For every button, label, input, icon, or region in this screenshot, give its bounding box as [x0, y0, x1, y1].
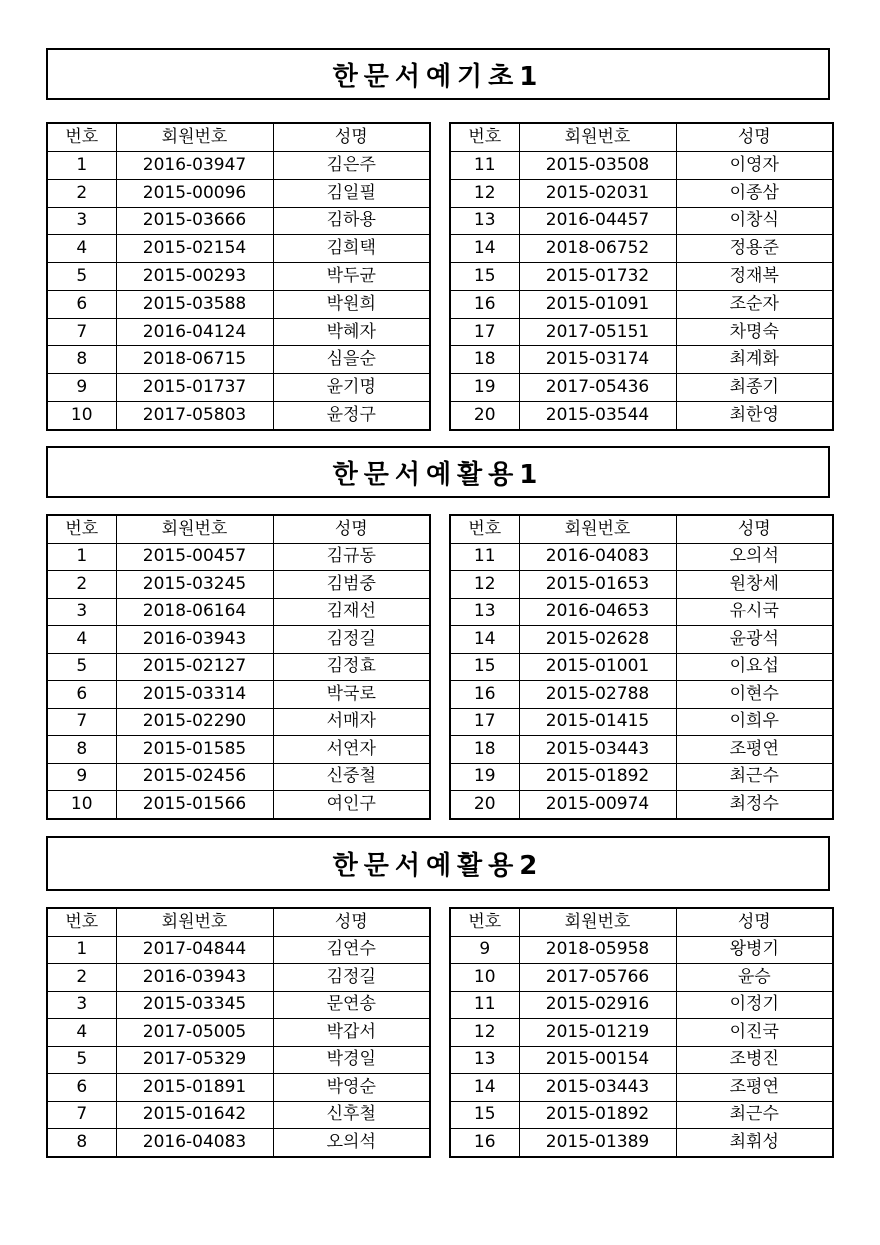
cell-name: 최한영	[676, 401, 833, 430]
cell-name: 신중철	[273, 763, 430, 790]
header-no: 번호	[47, 515, 116, 543]
cell-member-id: 2017-05803	[116, 401, 273, 430]
cell-no: 12	[450, 179, 519, 207]
cell-no: 14	[450, 626, 519, 653]
cell-name: 여인구	[273, 791, 430, 819]
table-row	[450, 235, 833, 263]
cell-no: 16	[450, 681, 519, 708]
cell-no: 15	[450, 263, 519, 291]
cell-no: 9	[450, 936, 519, 963]
cell-member-id: 2015-01653	[519, 571, 676, 598]
cell-name: 최휘성	[676, 1129, 833, 1157]
header-name: 성명	[273, 515, 430, 543]
cell-name: 박국로	[273, 681, 430, 708]
cell-no: 16	[450, 290, 519, 318]
cell-member-id: 2017-05766	[519, 964, 676, 991]
cell-no: 5	[47, 653, 116, 680]
table-row	[47, 681, 430, 708]
cell-member-id: 2015-02916	[519, 991, 676, 1018]
cell-no: 15	[450, 1101, 519, 1128]
table-row	[47, 263, 430, 291]
cell-name: 김정길	[273, 626, 430, 653]
cell-member-id: 2016-04457	[519, 207, 676, 235]
cell-name: 김연수	[273, 936, 430, 963]
table-row	[450, 598, 833, 625]
table-row	[450, 1019, 833, 1046]
cell-member-id: 2017-04844	[116, 936, 273, 963]
cell-no: 19	[450, 763, 519, 790]
cell-no: 13	[450, 1046, 519, 1073]
cell-member-id: 2015-01001	[519, 653, 676, 680]
cell-name: 정용준	[676, 235, 833, 263]
roster-table-right	[449, 122, 834, 431]
cell-no: 4	[47, 626, 116, 653]
table-row	[47, 179, 430, 207]
table-row	[47, 598, 430, 625]
header-member-id: 회원번호	[116, 123, 273, 152]
cell-no: 13	[450, 207, 519, 235]
table-row	[47, 318, 430, 346]
table-row	[47, 763, 430, 790]
cell-name: 김규동	[273, 543, 430, 570]
table-row	[47, 374, 430, 402]
cell-member-id: 2015-01585	[116, 736, 273, 763]
header-member-id: 회원번호	[519, 123, 676, 152]
cell-no: 2	[47, 179, 116, 207]
table-row	[47, 964, 430, 991]
cell-no: 7	[47, 708, 116, 735]
cell-no: 15	[450, 653, 519, 680]
cell-no: 3	[47, 207, 116, 235]
table-row	[450, 991, 833, 1018]
cell-member-id: 2015-00293	[116, 263, 273, 291]
cell-name: 차명숙	[676, 318, 833, 346]
cell-name: 박원희	[273, 290, 430, 318]
cell-no: 14	[450, 1074, 519, 1101]
cell-name: 최계화	[676, 346, 833, 374]
cell-no: 16	[450, 1129, 519, 1157]
cell-member-id: 2015-01219	[519, 1019, 676, 1046]
cell-member-id: 2015-00154	[519, 1046, 676, 1073]
cell-member-id: 2016-04083	[519, 543, 676, 570]
cell-no: 14	[450, 235, 519, 263]
cell-no: 19	[450, 374, 519, 402]
cell-no: 18	[450, 736, 519, 763]
roster-table-left	[46, 907, 431, 1158]
table-row	[450, 263, 833, 291]
cell-name: 이영자	[676, 152, 833, 180]
cell-no: 11	[450, 152, 519, 180]
cell-name: 박갑서	[273, 1019, 430, 1046]
cell-member-id: 2015-01389	[519, 1129, 676, 1157]
header-member-id: 회원번호	[519, 908, 676, 936]
cell-name: 이종삼	[676, 179, 833, 207]
cell-no: 17	[450, 318, 519, 346]
cell-no: 8	[47, 346, 116, 374]
table-row	[450, 1129, 833, 1157]
cell-member-id: 2015-01892	[519, 1101, 676, 1128]
roster-table-left	[46, 122, 431, 431]
cell-name: 조순자	[676, 290, 833, 318]
cell-no: 7	[47, 318, 116, 346]
table-row	[450, 964, 833, 991]
cell-name: 김재선	[273, 598, 430, 625]
cell-member-id: 2015-03588	[116, 290, 273, 318]
table-row	[47, 543, 430, 570]
table-row	[450, 653, 833, 680]
header-member-id: 회원번호	[116, 515, 273, 543]
cell-member-id: 2015-02154	[116, 235, 273, 263]
cell-member-id: 2016-04124	[116, 318, 273, 346]
cell-name: 문연송	[273, 991, 430, 1018]
table-row	[47, 653, 430, 680]
table-row	[47, 1019, 430, 1046]
cell-name: 신후철	[273, 1101, 430, 1128]
table-row	[47, 571, 430, 598]
cell-member-id: 2015-03174	[519, 346, 676, 374]
cell-no: 6	[47, 1074, 116, 1101]
cell-member-id: 2015-03666	[116, 207, 273, 235]
cell-member-id: 2015-01732	[519, 263, 676, 291]
cell-name: 윤승	[676, 964, 833, 991]
cell-no: 1	[47, 543, 116, 570]
cell-name: 박경일	[273, 1046, 430, 1073]
cell-member-id: 2015-03508	[519, 152, 676, 180]
roster-table-right	[449, 907, 834, 1158]
cell-member-id: 2016-03943	[116, 964, 273, 991]
cell-no: 1	[47, 936, 116, 963]
table-header-row	[450, 123, 833, 152]
section-title: 한문서예기초1	[46, 48, 830, 100]
cell-no: 20	[450, 401, 519, 430]
header-no: 번호	[450, 908, 519, 936]
cell-no: 17	[450, 708, 519, 735]
cell-member-id: 2018-06752	[519, 235, 676, 263]
cell-member-id: 2015-01892	[519, 763, 676, 790]
cell-name: 왕병기	[676, 936, 833, 963]
table-row	[450, 936, 833, 963]
cell-member-id: 2015-01566	[116, 791, 273, 819]
cell-name: 김희택	[273, 235, 430, 263]
cell-no: 3	[47, 991, 116, 1018]
cell-member-id: 2017-05329	[116, 1046, 273, 1073]
cell-member-id: 2018-06164	[116, 598, 273, 625]
section-title: 한문서예활용2	[46, 836, 830, 891]
cell-no: 2	[47, 571, 116, 598]
table-row	[47, 235, 430, 263]
table-row	[450, 681, 833, 708]
cell-name: 윤정구	[273, 401, 430, 430]
cell-name: 최정수	[676, 791, 833, 819]
cell-name: 이정기	[676, 991, 833, 1018]
cell-name: 최종기	[676, 374, 833, 402]
roster-table-left	[46, 514, 431, 820]
table-header-row	[450, 908, 833, 936]
header-name: 성명	[676, 515, 833, 543]
cell-no: 5	[47, 263, 116, 291]
cell-no: 10	[450, 964, 519, 991]
cell-name: 김정길	[273, 964, 430, 991]
header-name: 성명	[273, 908, 430, 936]
cell-member-id: 2018-06715	[116, 346, 273, 374]
table-row	[450, 736, 833, 763]
header-member-id: 회원번호	[116, 908, 273, 936]
cell-name: 조평연	[676, 1074, 833, 1101]
table-row	[450, 543, 833, 570]
table-header-row	[47, 908, 430, 936]
table-row	[47, 991, 430, 1018]
cell-name: 이진국	[676, 1019, 833, 1046]
table-row	[450, 179, 833, 207]
cell-name: 조평연	[676, 736, 833, 763]
cell-no: 4	[47, 235, 116, 263]
header-no: 번호	[450, 123, 519, 152]
cell-no: 11	[450, 543, 519, 570]
cell-name: 윤기명	[273, 374, 430, 402]
table-row	[47, 207, 430, 235]
cell-no: 12	[450, 571, 519, 598]
cell-member-id: 2015-03345	[116, 991, 273, 1018]
header-name: 성명	[273, 123, 430, 152]
table-row	[47, 346, 430, 374]
table-row	[47, 290, 430, 318]
cell-member-id: 2015-02628	[519, 626, 676, 653]
cell-no: 11	[450, 991, 519, 1018]
cell-member-id: 2015-03443	[519, 736, 676, 763]
cell-name: 박영순	[273, 1074, 430, 1101]
cell-name: 최근수	[676, 763, 833, 790]
table-row	[47, 708, 430, 735]
cell-no: 7	[47, 1101, 116, 1128]
cell-member-id: 2016-03943	[116, 626, 273, 653]
cell-name: 김정효	[273, 653, 430, 680]
cell-member-id: 2015-00096	[116, 179, 273, 207]
table-row	[450, 763, 833, 790]
cell-member-id: 2016-04653	[519, 598, 676, 625]
header-no: 번호	[47, 123, 116, 152]
cell-member-id: 2015-01642	[116, 1101, 273, 1128]
cell-no: 10	[47, 401, 116, 430]
table-row	[47, 401, 430, 430]
table-row	[450, 207, 833, 235]
cell-no: 12	[450, 1019, 519, 1046]
cell-member-id: 2015-03443	[519, 1074, 676, 1101]
cell-name: 이희우	[676, 708, 833, 735]
cell-member-id: 2016-04083	[116, 1129, 273, 1157]
table-row	[47, 1101, 430, 1128]
table-row	[47, 152, 430, 180]
cell-no: 13	[450, 598, 519, 625]
cell-member-id: 2015-02031	[519, 179, 676, 207]
cell-no: 8	[47, 1129, 116, 1157]
table-header-row	[47, 515, 430, 543]
roster-table-right	[449, 514, 834, 820]
cell-name: 김하용	[273, 207, 430, 235]
cell-no: 9	[47, 374, 116, 402]
cell-name: 조병진	[676, 1046, 833, 1073]
cell-name: 이창식	[676, 207, 833, 235]
cell-member-id: 2015-01091	[519, 290, 676, 318]
cell-no: 3	[47, 598, 116, 625]
cell-no: 2	[47, 964, 116, 991]
cell-member-id: 2015-02456	[116, 763, 273, 790]
table-row	[450, 1101, 833, 1128]
cell-member-id: 2015-02788	[519, 681, 676, 708]
cell-name: 최근수	[676, 1101, 833, 1128]
cell-member-id: 2015-00974	[519, 791, 676, 819]
table-row	[47, 1074, 430, 1101]
cell-no: 8	[47, 736, 116, 763]
cell-name: 오의석	[273, 1129, 430, 1157]
table-row	[450, 1046, 833, 1073]
cell-name: 김은주	[273, 152, 430, 180]
cell-name: 윤광석	[676, 626, 833, 653]
cell-name: 오의석	[676, 543, 833, 570]
table-row	[450, 708, 833, 735]
section-title: 한문서예활용1	[46, 446, 830, 498]
cell-name: 정재복	[676, 263, 833, 291]
cell-name: 유시국	[676, 598, 833, 625]
cell-member-id: 2015-03314	[116, 681, 273, 708]
cell-member-id: 2018-05958	[519, 936, 676, 963]
cell-name: 박두균	[273, 263, 430, 291]
table-row	[450, 791, 833, 819]
table-row	[450, 1074, 833, 1101]
cell-no: 20	[450, 791, 519, 819]
cell-member-id: 2016-03947	[116, 152, 273, 180]
table-row	[47, 791, 430, 819]
cell-member-id: 2015-02290	[116, 708, 273, 735]
cell-member-id: 2015-03245	[116, 571, 273, 598]
cell-no: 6	[47, 681, 116, 708]
table-row	[450, 152, 833, 180]
cell-no: 10	[47, 791, 116, 819]
header-name: 성명	[676, 123, 833, 152]
cell-member-id: 2017-05436	[519, 374, 676, 402]
cell-name: 박혜자	[273, 318, 430, 346]
cell-member-id: 2015-01737	[116, 374, 273, 402]
table-header-row	[47, 123, 430, 152]
cell-no: 4	[47, 1019, 116, 1046]
cell-no: 1	[47, 152, 116, 180]
table-row	[47, 626, 430, 653]
table-row	[47, 936, 430, 963]
cell-member-id: 2015-02127	[116, 653, 273, 680]
header-no: 번호	[450, 515, 519, 543]
cell-member-id: 2015-03544	[519, 401, 676, 430]
header-name: 성명	[676, 908, 833, 936]
cell-member-id: 2017-05151	[519, 318, 676, 346]
table-row	[47, 1046, 430, 1073]
table-row	[450, 401, 833, 430]
table-row	[450, 374, 833, 402]
cell-name: 서매자	[273, 708, 430, 735]
table-row	[450, 346, 833, 374]
cell-no: 6	[47, 290, 116, 318]
cell-name: 원창세	[676, 571, 833, 598]
cell-name: 이요섭	[676, 653, 833, 680]
table-header-row	[450, 515, 833, 543]
cell-name: 심을순	[273, 346, 430, 374]
cell-member-id: 2017-05005	[116, 1019, 273, 1046]
cell-name: 이현수	[676, 681, 833, 708]
cell-name: 김범중	[273, 571, 430, 598]
cell-no: 9	[47, 763, 116, 790]
header-no: 번호	[47, 908, 116, 936]
table-row	[47, 1129, 430, 1157]
table-row	[450, 571, 833, 598]
cell-name: 서연자	[273, 736, 430, 763]
table-row	[450, 290, 833, 318]
cell-name: 김일필	[273, 179, 430, 207]
table-row	[450, 626, 833, 653]
cell-member-id: 2015-00457	[116, 543, 273, 570]
cell-member-id: 2015-01415	[519, 708, 676, 735]
table-row	[47, 736, 430, 763]
cell-no: 5	[47, 1046, 116, 1073]
cell-no: 18	[450, 346, 519, 374]
table-row	[450, 318, 833, 346]
cell-member-id: 2015-01891	[116, 1074, 273, 1101]
header-member-id: 회원번호	[519, 515, 676, 543]
